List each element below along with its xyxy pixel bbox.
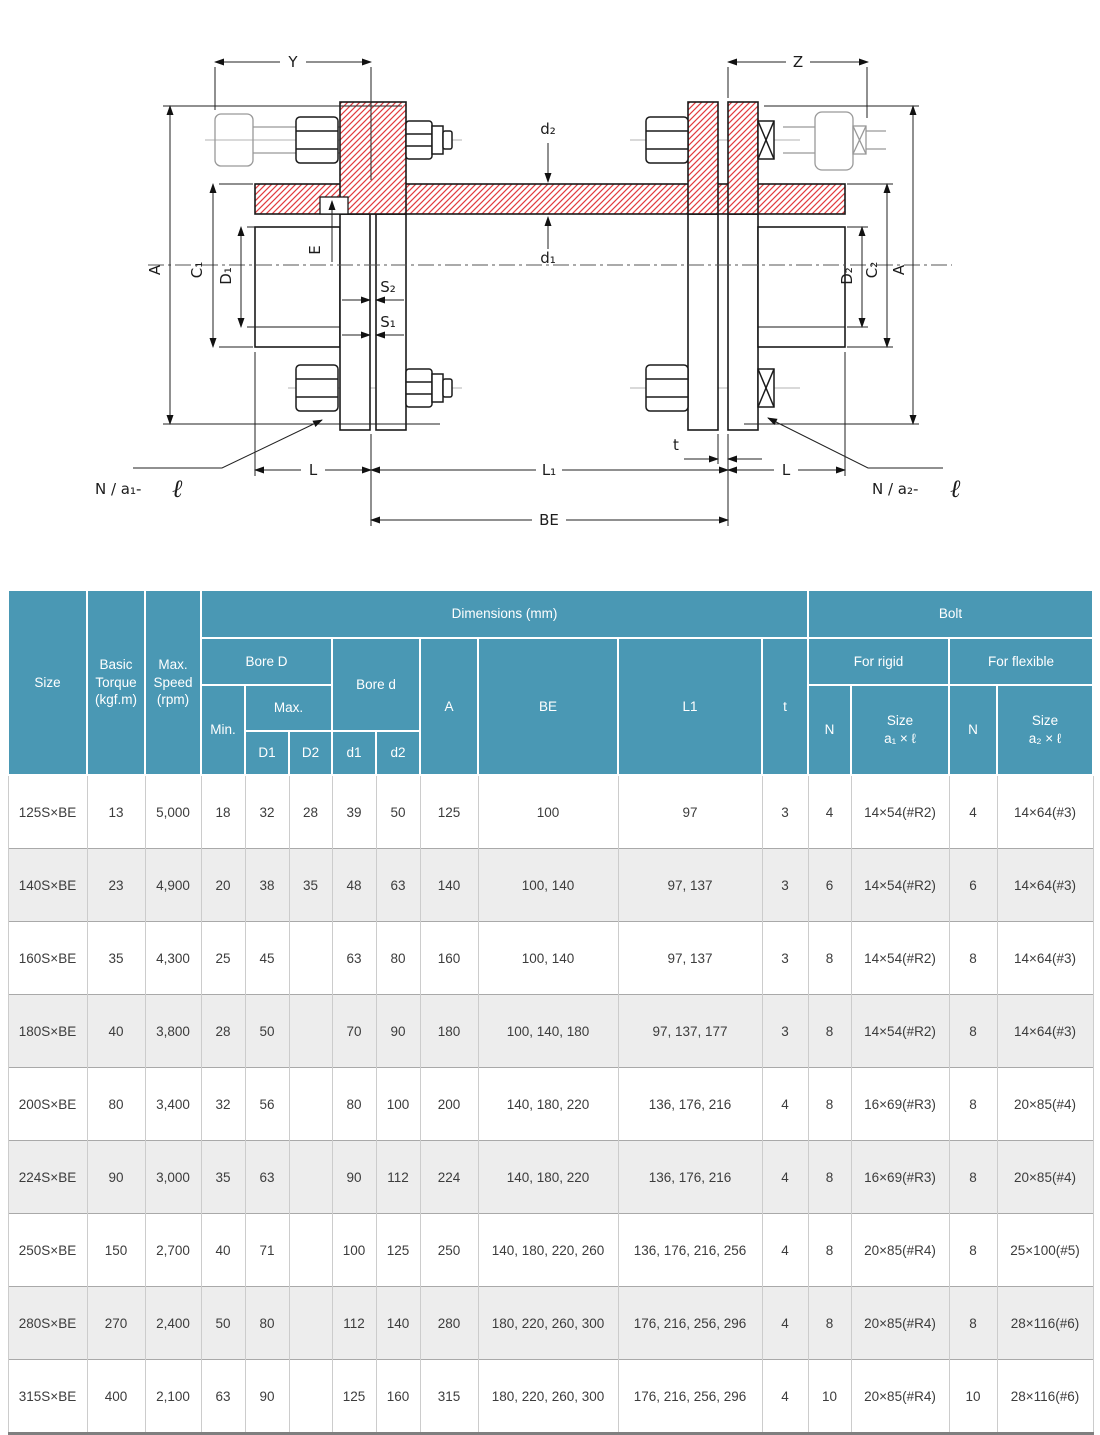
cell-BE: 100, 140 xyxy=(478,922,618,995)
cell-D2 xyxy=(289,995,332,1068)
cell-BE: 100 xyxy=(478,775,618,849)
cell-N-rigid: 8 xyxy=(808,1287,851,1360)
col-header-dimensions: Dimensions (mm) xyxy=(201,590,808,638)
cell-D1: 56 xyxy=(245,1068,289,1141)
cell-D1: 50 xyxy=(245,995,289,1068)
cell-speed: 2,100 xyxy=(145,1360,201,1434)
dim-label-C2: C₂ xyxy=(863,261,881,279)
dim-label-L-left: L xyxy=(308,461,318,479)
cell-speed: 5,000 xyxy=(145,775,201,849)
table-row xyxy=(8,922,1093,995)
cell-torque: 35 xyxy=(87,922,145,995)
table-row xyxy=(8,775,1093,849)
dim-label-Y: Y xyxy=(288,53,298,71)
dim-label-L-right: L xyxy=(781,461,791,479)
cell-t: 3 xyxy=(762,775,808,849)
col-header-bolt: Bolt xyxy=(808,590,1093,638)
cell-BE: 180, 220, 260, 300 xyxy=(478,1360,618,1434)
table-body xyxy=(8,775,1093,1434)
cell-BE: 180, 220, 260, 300 xyxy=(478,1287,618,1360)
cell-t: 4 xyxy=(762,1214,808,1287)
cell-A: 250 xyxy=(420,1214,478,1287)
cell-size-flex: 14×64(#3) xyxy=(997,922,1093,995)
cell-t: 4 xyxy=(762,1068,808,1141)
dim-label-d2-small: d₂ xyxy=(540,120,556,138)
cell-D1: 32 xyxy=(245,775,289,849)
cell-speed: 3,400 xyxy=(145,1068,201,1141)
cell-d2: 100 xyxy=(376,1068,420,1141)
col-header-A: A xyxy=(420,638,478,775)
cell-size-rigid: 14×54(#R2) xyxy=(851,775,949,849)
cell-min: 35 xyxy=(201,1141,245,1214)
cell-speed: 4,300 xyxy=(145,922,201,995)
bolt-callouts xyxy=(95,474,961,503)
cell-N-rigid: 8 xyxy=(808,995,851,1068)
cell-min: 20 xyxy=(201,849,245,922)
cell-A: 200 xyxy=(420,1068,478,1141)
cell-D2 xyxy=(289,1360,332,1434)
cell-D2: 35 xyxy=(289,849,332,922)
cell-D2 xyxy=(289,922,332,995)
cell-size-flex: 20×85(#4) xyxy=(997,1141,1093,1214)
col-header-bore-d: Bore d xyxy=(332,638,420,731)
cell-N-rigid: 8 xyxy=(808,1141,851,1214)
ghost-nut-right xyxy=(783,112,886,170)
col-header-BE: BE xyxy=(478,638,618,775)
cell-A: 315 xyxy=(420,1360,478,1434)
dim-label-S1: S₁ xyxy=(380,313,396,331)
cell-t: 4 xyxy=(762,1141,808,1214)
callout-n-a1: N / a₁- xyxy=(95,480,142,498)
cell-BE: 140, 180, 220 xyxy=(478,1068,618,1141)
size-word: Size xyxy=(886,713,914,729)
col-header-N-flexible: N xyxy=(949,685,997,775)
cell-BE: 140, 180, 220 xyxy=(478,1141,618,1214)
cell-N-rigid: 10 xyxy=(808,1360,851,1434)
col-header-for-flexible: For flexible xyxy=(949,638,1093,685)
cell-size-rigid: 20×85(#R4) xyxy=(851,1287,949,1360)
cell-A: 160 xyxy=(420,922,478,995)
cell-speed: 4,900 xyxy=(145,849,201,922)
col-header-size: Size xyxy=(8,590,87,775)
table-row xyxy=(8,849,1093,922)
table-row xyxy=(8,995,1093,1068)
cell-N-flex: 8 xyxy=(949,922,997,995)
col-header-basic-torque: Basic Torque (kgf.m) xyxy=(87,590,145,775)
cell-size: 180S×BE xyxy=(8,995,87,1068)
cell-size: 315S×BE xyxy=(8,1360,87,1434)
spec-table xyxy=(7,589,1094,1435)
cell-N-flex: 8 xyxy=(949,1287,997,1360)
col-header-L1: L1 xyxy=(618,638,762,775)
cell-t: 3 xyxy=(762,922,808,995)
col-header-min: Min. xyxy=(201,685,245,775)
dim-label-t: t xyxy=(673,436,679,454)
col-header-max: Max. xyxy=(245,685,332,731)
cell-D1: 45 xyxy=(245,922,289,995)
size-word: Size xyxy=(1031,713,1059,729)
cell-size: 224S×BE xyxy=(8,1141,87,1214)
cell-t: 4 xyxy=(762,1287,808,1360)
cell-d1: 80 xyxy=(332,1068,376,1141)
cell-N-flex: 8 xyxy=(949,1141,997,1214)
dim-label-Z: Z xyxy=(792,53,804,71)
cell-D1: 80 xyxy=(245,1287,289,1360)
cell-min: 18 xyxy=(201,775,245,849)
cell-min: 25 xyxy=(201,922,245,995)
cell-N-flex: 10 xyxy=(949,1360,997,1434)
cell-D2 xyxy=(289,1287,332,1360)
cell-d2: 50 xyxy=(376,775,420,849)
table-row xyxy=(8,1141,1093,1214)
cell-A: 224 xyxy=(420,1141,478,1214)
cell-size: 125S×BE xyxy=(8,775,87,849)
cell-min: 32 xyxy=(201,1068,245,1141)
col-header-bore-D: Bore D xyxy=(201,638,332,685)
cell-D2: 28 xyxy=(289,775,332,849)
dim-label-D1: D₁ xyxy=(217,267,235,285)
cell-L1: 97 xyxy=(618,775,762,849)
cell-D1: 71 xyxy=(245,1214,289,1287)
dim-label-A-left: A xyxy=(146,264,164,276)
cell-size-flex: 20×85(#4) xyxy=(997,1068,1093,1141)
cell-torque: 90 xyxy=(87,1141,145,1214)
table-row xyxy=(8,1360,1093,1434)
coupling-diagram xyxy=(0,0,1100,548)
cell-min: 28 xyxy=(201,995,245,1068)
cell-size: 200S×BE xyxy=(8,1068,87,1141)
cell-N-flex: 8 xyxy=(949,995,997,1068)
dim-label-E: E xyxy=(306,245,324,255)
cell-size-flex: 14×64(#3) xyxy=(997,995,1093,1068)
cell-N-rigid: 8 xyxy=(808,1068,851,1141)
cell-size: 160S×BE xyxy=(8,922,87,995)
cell-size: 140S×BE xyxy=(8,849,87,922)
col-header-D1: D1 xyxy=(245,731,289,775)
cell-d1: 100 xyxy=(332,1214,376,1287)
cell-size-rigid: 20×85(#R4) xyxy=(851,1360,949,1434)
cell-d2: 90 xyxy=(376,995,420,1068)
cell-D2 xyxy=(289,1068,332,1141)
cell-size: 280S×BE xyxy=(8,1287,87,1360)
cell-t: 3 xyxy=(762,849,808,922)
cell-L1: 136, 176, 216 xyxy=(618,1068,762,1141)
cell-d1: 90 xyxy=(332,1141,376,1214)
a2-length: a₂ × ℓ xyxy=(1028,731,1062,746)
cell-BE: 140, 180, 220, 260 xyxy=(478,1214,618,1287)
cell-size-rigid: 14×54(#R2) xyxy=(851,922,949,995)
cell-size-rigid: 20×85(#R4) xyxy=(851,1214,949,1287)
dim-label-d1-small: d₁ xyxy=(540,249,556,267)
cell-N-flex: 8 xyxy=(949,1214,997,1287)
cell-min: 50 xyxy=(201,1287,245,1360)
cell-D1: 38 xyxy=(245,849,289,922)
dim-label-L1: L₁ xyxy=(541,461,557,479)
table-row xyxy=(8,1214,1093,1287)
cell-L1: 97, 137, 177 xyxy=(618,995,762,1068)
spigot-recess xyxy=(320,197,348,214)
cell-torque: 80 xyxy=(87,1068,145,1141)
cell-min: 40 xyxy=(201,1214,245,1287)
cell-d2: 63 xyxy=(376,849,420,922)
col-header-size-flexible xyxy=(997,685,1093,775)
col-header-max-speed: Max. Speed (rpm) xyxy=(145,590,201,775)
cell-BE: 100, 140, 180 xyxy=(478,995,618,1068)
hubs-and-plates xyxy=(255,214,845,430)
cell-speed: 2,700 xyxy=(145,1214,201,1287)
cell-size-rigid: 16×69(#R3) xyxy=(851,1068,949,1141)
cell-size-flex: 28×116(#6) xyxy=(997,1287,1093,1360)
cell-d2: 140 xyxy=(376,1287,420,1360)
cell-size-flex: 28×116(#6) xyxy=(997,1360,1093,1434)
cell-d1: 39 xyxy=(332,775,376,849)
cell-N-rigid: 8 xyxy=(808,1214,851,1287)
cell-D2 xyxy=(289,1214,332,1287)
cell-L1: 136, 176, 216 xyxy=(618,1141,762,1214)
cell-speed: 3,800 xyxy=(145,995,201,1068)
col-header-d2: d2 xyxy=(376,731,420,775)
cell-N-flex: 6 xyxy=(949,849,997,922)
cell-N-rigid: 4 xyxy=(808,775,851,849)
col-header-t: t xyxy=(762,638,808,775)
cell-d2: 160 xyxy=(376,1360,420,1434)
cell-size-rigid: 14×54(#R2) xyxy=(851,995,949,1068)
dim-label-D2: D₂ xyxy=(838,267,856,285)
cell-d1: 112 xyxy=(332,1287,376,1360)
dim-label-BE: BE xyxy=(539,511,559,529)
callout-ell-1: ℓ xyxy=(172,474,183,503)
cell-d2: 125 xyxy=(376,1214,420,1287)
cell-N-rigid: 6 xyxy=(808,849,851,922)
cell-torque: 400 xyxy=(87,1360,145,1434)
cell-torque: 40 xyxy=(87,995,145,1068)
dim-label-C1: C₁ xyxy=(188,261,206,279)
cell-D2 xyxy=(289,1141,332,1214)
cell-torque: 150 xyxy=(87,1214,145,1287)
cell-min: 63 xyxy=(201,1360,245,1434)
a1-length: a₁ × ℓ xyxy=(884,731,916,746)
col-header-for-rigid: For rigid xyxy=(808,638,949,685)
cell-BE: 100, 140 xyxy=(478,849,618,922)
cell-size-rigid: 14×54(#R2) xyxy=(851,849,949,922)
cell-d1: 48 xyxy=(332,849,376,922)
cell-speed: 2,400 xyxy=(145,1287,201,1360)
cell-N-flex: 8 xyxy=(949,1068,997,1141)
cell-speed: 3,000 xyxy=(145,1141,201,1214)
callout-n-a2: N / a₂- xyxy=(872,480,919,498)
cell-L1: 176, 216, 256, 296 xyxy=(618,1287,762,1360)
cell-A: 140 xyxy=(420,849,478,922)
cell-A: 125 xyxy=(420,775,478,849)
cell-t: 3 xyxy=(762,995,808,1068)
col-header-D2: D2 xyxy=(289,731,332,775)
cell-L1: 176, 216, 256, 296 xyxy=(618,1360,762,1434)
col-header-d1: d1 xyxy=(332,731,376,775)
cell-L1: 97, 137 xyxy=(618,922,762,995)
cell-d1: 70 xyxy=(332,995,376,1068)
cell-L1: 97, 137 xyxy=(618,849,762,922)
cell-A: 280 xyxy=(420,1287,478,1360)
cell-size-flex: 25×100(#5) xyxy=(997,1214,1093,1287)
dim-label-S2: S₂ xyxy=(380,278,396,296)
cell-t: 4 xyxy=(762,1360,808,1434)
cell-D1: 63 xyxy=(245,1141,289,1214)
cell-size: 250S×BE xyxy=(8,1214,87,1287)
callout-ell-2: ℓ xyxy=(950,474,961,503)
cell-d2: 112 xyxy=(376,1141,420,1214)
cell-torque: 270 xyxy=(87,1287,145,1360)
cell-A: 180 xyxy=(420,995,478,1068)
cell-d1: 63 xyxy=(332,922,376,995)
cell-size-rigid: 16×69(#R3) xyxy=(851,1141,949,1214)
cell-d2: 80 xyxy=(376,922,420,995)
dim-label-A-right: A xyxy=(890,264,908,276)
cell-d1: 125 xyxy=(332,1360,376,1434)
col-header-N-rigid: N xyxy=(808,685,851,775)
cell-size-flex: 14×64(#3) xyxy=(997,849,1093,922)
cell-N-flex: 4 xyxy=(949,775,997,849)
cell-torque: 13 xyxy=(87,775,145,849)
table-row xyxy=(8,1068,1093,1141)
col-header-size-rigid xyxy=(851,685,949,775)
cell-D1: 90 xyxy=(245,1360,289,1434)
cell-size-flex: 14×64(#3) xyxy=(997,775,1093,849)
table-row xyxy=(8,1287,1093,1360)
cell-torque: 23 xyxy=(87,849,145,922)
table-header xyxy=(8,590,1093,775)
cell-L1: 136, 176, 216, 256 xyxy=(618,1214,762,1287)
cell-N-rigid: 8 xyxy=(808,922,851,995)
